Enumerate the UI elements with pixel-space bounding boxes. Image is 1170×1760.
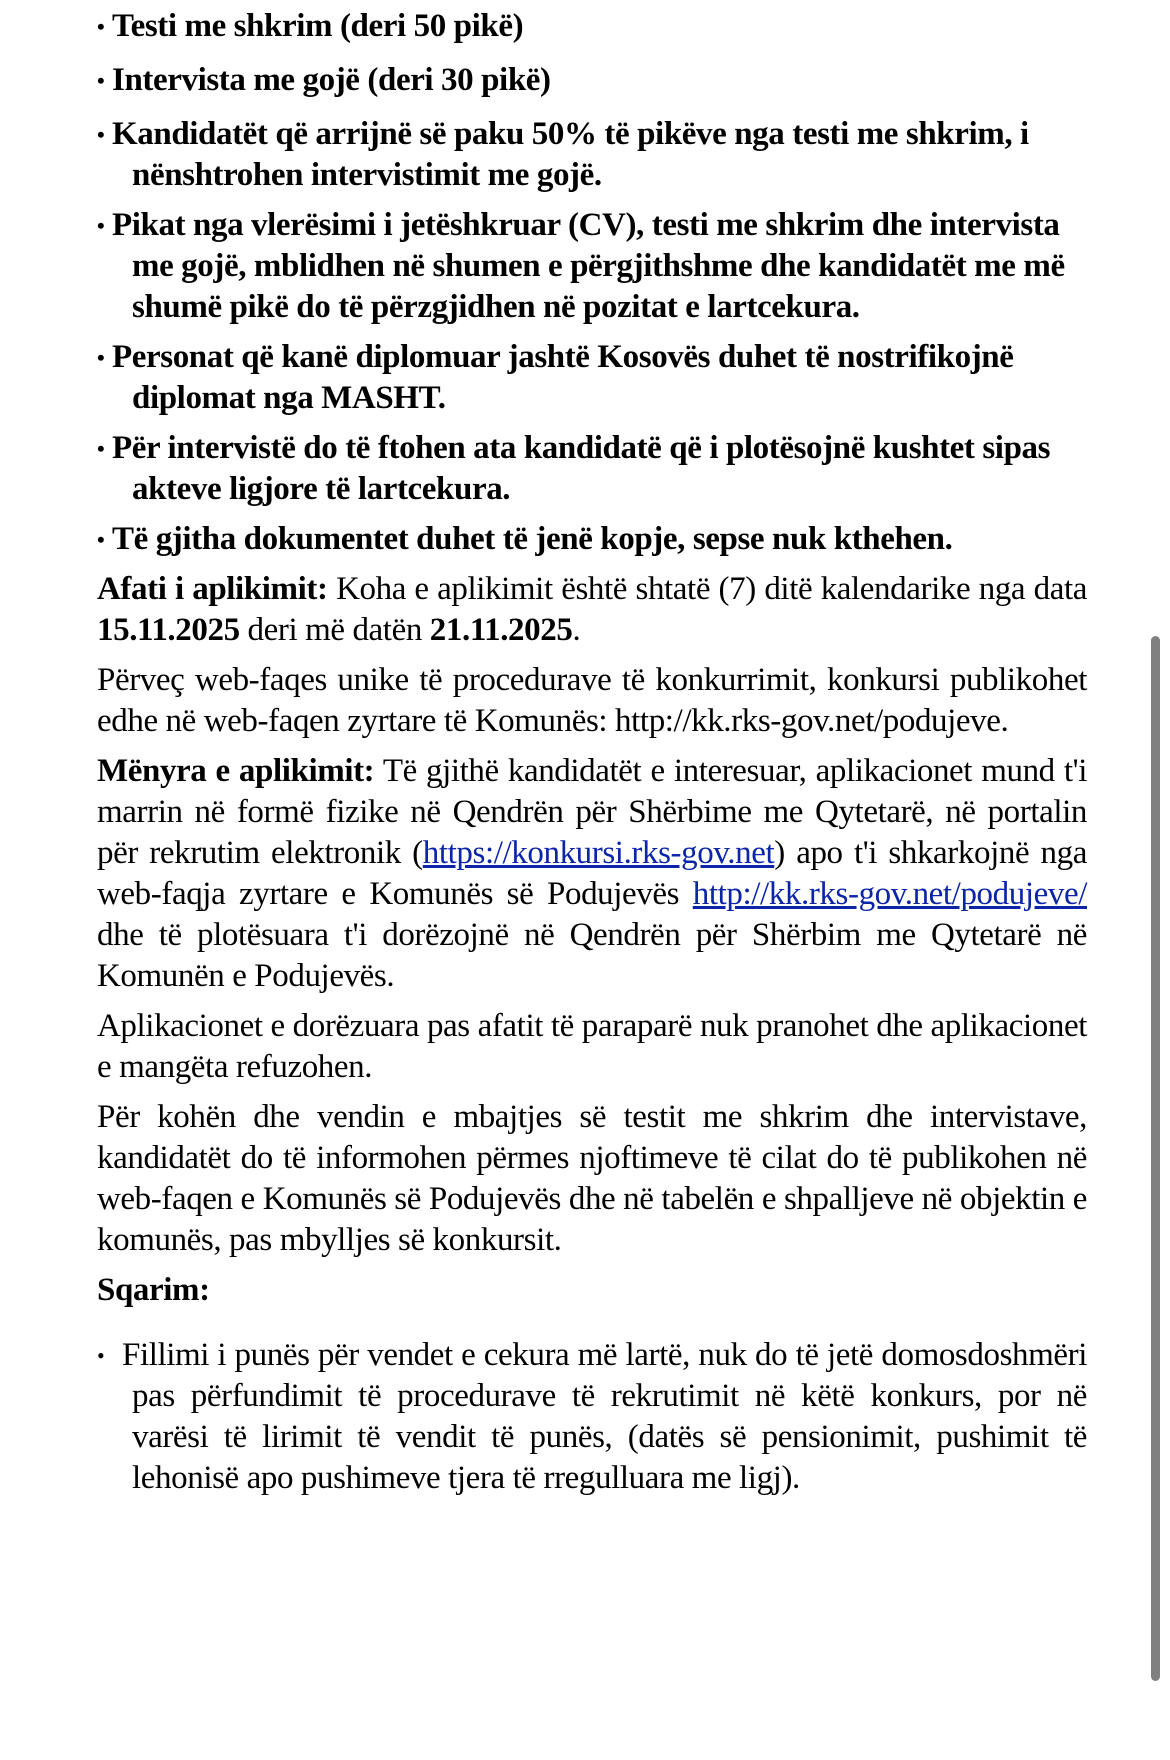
end-date: 21.11.2025 [429, 612, 573, 648]
bullet-item [97, 114, 1087, 196]
municipality-website-link[interactable]: http://kk.rks-gov.net/podujeve/ [692, 876, 1087, 912]
bullet-text: Personat që kanë diplomuar jashtë Kosovës duhet të nostrifikojnë diplomat nga MASHT. [112, 339, 1014, 416]
clarification-item [97, 1335, 1087, 1499]
bullet-text: Testi me shkrim (deri 50 pikë) [112, 8, 524, 44]
application-text: Të gjithë kandidatët e interesuar, aplikacionet mund t'i marrin në formë fizike në Qendrën për Shërbime me Qytetarë, në portalin për rekrutim elektronik ( [97, 753, 1087, 871]
deadline-text: Koha e aplikimit është shtatë (7) ditë kalendarike nga data [327, 571, 1087, 607]
bullet-icon: • [97, 436, 105, 461]
bullet-icon: • [97, 345, 105, 370]
start-date: 15.11.2025 [97, 612, 240, 648]
bullet-item [97, 60, 1087, 101]
application-method-paragraph [97, 751, 1087, 997]
application-text: ) apo t'i shkarkojnë nga web-faqja zyrtare e Komunës së Podujevës [97, 835, 1087, 912]
clarification-text: Fillimi i punës për vendet e cekura më lartë, nuk do të jetë domosdoshmëri pas përfundimit të procedurave të rekrutimit në këtë konkurs, por në varësi të lirimit të vendit të punës, (datës së pensionimit, pushimit të lehonisë apo pushimeve tjera të rregulluara me ligj). [122, 1337, 1087, 1496]
bullet-item [97, 205, 1087, 328]
application-text: dhe të plotësuara t'i dorëzojnë në Qendrën për Shërbim me Qytetarë në Komunën e Podujevës. [97, 917, 1087, 994]
bullet-text: Intervista me gojë (deri 30 pikë) [112, 62, 551, 98]
bullet-text: Të gjitha dokumentet duhet të jenë kopje, sepse nuk kthehen. [112, 521, 953, 557]
deadline-label: Afati i aplikimit: [97, 571, 328, 607]
publication-paragraph: Përveç web-faqes unike të procedurave të konkurrimit, konkursi publikohet edhe në web-faqen zyrtare të Komunës: http://kk.rks-gov.net/podujeve. [97, 662, 1087, 739]
deadline-text: . [572, 612, 581, 648]
bullet-icon: • [97, 14, 105, 39]
late-applications-paragraph: Aplikacionet e dorëzuara pas afatit të paraparë nuk pranohet dhe aplikacionet e mangëta refuzohen. [97, 1008, 1087, 1085]
bullet-text: Për intervistë do të ftohen ata kandidatë që i plotësojnë kushtet sipas akteve ligjore të lartcekura. [112, 430, 1051, 507]
bullet-text: Kandidatët që arrijnë së paku 50% të pikëve nga testi me shkrim, i nënshtrohen intervistimit me gojë. [112, 116, 1029, 193]
clarification-heading: Sqarim: [97, 1272, 210, 1308]
test-info-paragraph: Për kohën dhe vendin e mbajtjes së testit me shkrim dhe intervistave, kandidatët do të informohen përmes njoftimeve të cilat do të publikohen në web-faqen e Komunës së Podujevës dhe në tabelën e shpalljeve në objektin e komunës, pas mbylljes së konkursit. [97, 1099, 1087, 1258]
document-page [97, 6, 1087, 1499]
application-method-label: Mënyra e aplikimit: [97, 753, 375, 789]
bullet-icon: • [97, 1343, 105, 1368]
bullet-item [97, 6, 1087, 47]
vertical-scrollbar[interactable] [1151, 636, 1160, 1681]
bullet-text: Pikat nga vlerësimi i jetëshkruar (CV), testi me shkrim dhe intervista me gojë, mblidhen në shumen e përgjithshme dhe kandidatët me më shumë pikë do të përzgjidhen në pozitat e lartcekura. [112, 207, 1065, 325]
deadline-text: deri më datën [239, 612, 430, 648]
bullet-item [97, 519, 1087, 560]
bullet-icon: • [97, 527, 105, 552]
bullet-icon: • [97, 68, 105, 93]
bullet-item [97, 337, 1087, 419]
bullet-icon: • [97, 213, 105, 238]
bullet-icon: • [97, 122, 105, 147]
deadline-paragraph [97, 569, 1087, 651]
konkursi-portal-link[interactable]: https://konkursi.rks-gov.net [422, 835, 775, 871]
bullet-item [97, 428, 1087, 510]
